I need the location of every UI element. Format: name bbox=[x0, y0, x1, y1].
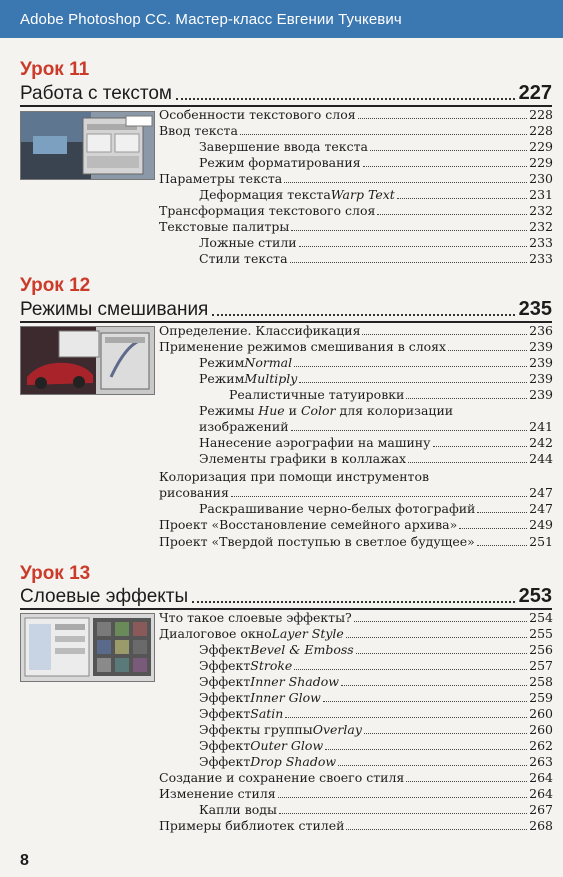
toc-entry: Деформация текста Warp Text 231 bbox=[199, 187, 553, 202]
toc-entry: Реалистичные татуировки 239 bbox=[229, 387, 553, 402]
toc-entry: Эффекты группы Overlay 260 bbox=[199, 722, 553, 737]
toc-entry: Диалоговое окно Layer Style 255 bbox=[159, 626, 553, 641]
chapter-heading bbox=[20, 584, 552, 610]
toc-entry: Завершение ввода текста 229 bbox=[199, 139, 553, 154]
toc-entry: Трансформация текстового слоя 232 bbox=[159, 203, 553, 218]
toc-entry: Ложные стили 233 bbox=[199, 235, 553, 250]
toc-entry: Эффект Stroke 257 bbox=[199, 658, 553, 673]
chapter-page: 227 bbox=[518, 82, 552, 104]
toc-entry: Эффект Satin 260 bbox=[199, 706, 553, 721]
toc-entry: Ввод текста 228 bbox=[159, 123, 553, 138]
toc-entry: Примеры библиотек стилей 268 bbox=[159, 818, 553, 833]
toc-entry: Эффект Outer Glow 262 bbox=[199, 738, 553, 753]
chapter-page: 235 bbox=[518, 298, 552, 320]
blending-modes-screenshot bbox=[21, 327, 154, 394]
toc-entry: Колоризация при помощи инструментов bbox=[159, 469, 430, 484]
toc-entry: Создание и сохранение своего стиля 264 bbox=[159, 770, 553, 785]
toc-entry: Особенности текстового слоя 228 bbox=[159, 107, 553, 122]
text-tools-screenshot bbox=[21, 112, 154, 179]
lesson-label: Урок 13 bbox=[20, 563, 91, 584]
toc-entry: Режим форматирования 229 bbox=[199, 155, 553, 170]
toc-entry: Стили текста 233 bbox=[199, 251, 553, 266]
header-title: Adobe Photoshop CC. Мастер-класс Евгении Тучкевич bbox=[20, 11, 402, 28]
toc-entry: Режимы Hue и Color для колоризации bbox=[199, 403, 454, 418]
toc-entry: Эффект Bevel & Emboss 256 bbox=[199, 642, 553, 657]
toc-entry: Проект «Восстановление семейного архива» 249 bbox=[159, 517, 553, 532]
toc-entry: Применение режимов смешивания в слоях 239 bbox=[159, 339, 553, 354]
lesson-thumbnail bbox=[20, 326, 155, 395]
toc-entry: Нанесение аэрографии на машину 242 bbox=[199, 435, 553, 450]
toc-entry: Определение. Классификация 236 bbox=[159, 323, 553, 338]
toc-entry: Параметры текста 230 bbox=[159, 171, 553, 186]
toc-entry: Элементы графики в коллажах 244 bbox=[199, 451, 553, 466]
chapter-title: Слоевые эффекты bbox=[20, 586, 189, 607]
lesson-thumbnail bbox=[20, 111, 155, 180]
chapter-title: Работа с текстом bbox=[20, 83, 172, 104]
toc-entry: Раскрашивание черно-белых фотографий 247 bbox=[199, 501, 553, 516]
chapter-heading bbox=[20, 81, 552, 107]
page-number: 8 bbox=[20, 852, 29, 869]
chapter-title: Режимы смешивания bbox=[20, 299, 209, 320]
toc-entry: Эффект Drop Shadow 263 bbox=[199, 754, 553, 769]
header-bar bbox=[0, 0, 563, 38]
toc-entry: Капли воды 267 bbox=[199, 802, 553, 817]
chapter-heading bbox=[20, 297, 552, 323]
layer-effects-screenshot bbox=[21, 614, 154, 681]
toc-entry: изображений 241 bbox=[199, 419, 553, 434]
lesson-label: Урок 11 bbox=[20, 59, 90, 80]
toc-entry: Текстовые палитры 232 bbox=[159, 219, 553, 234]
toc-entry: Режим Normal 239 bbox=[199, 355, 553, 370]
chapter-page: 253 bbox=[518, 585, 552, 607]
toc-entry: Проект «Твердой поступью в светлое будущее» 251 bbox=[159, 534, 553, 549]
toc-entry: Эффект Inner Glow 259 bbox=[199, 690, 553, 705]
toc-entry: Режим Multiply 239 bbox=[199, 371, 553, 386]
lesson-thumbnail bbox=[20, 613, 155, 682]
toc-entry: Эффект Inner Shadow 258 bbox=[199, 674, 553, 689]
lesson-label: Урок 12 bbox=[20, 275, 91, 296]
toc-entry: Что такое слоевые эффекты? 254 bbox=[159, 610, 553, 625]
toc-entry: Изменение стиля 264 bbox=[159, 786, 553, 801]
toc-entry: рисования 247 bbox=[159, 485, 553, 500]
